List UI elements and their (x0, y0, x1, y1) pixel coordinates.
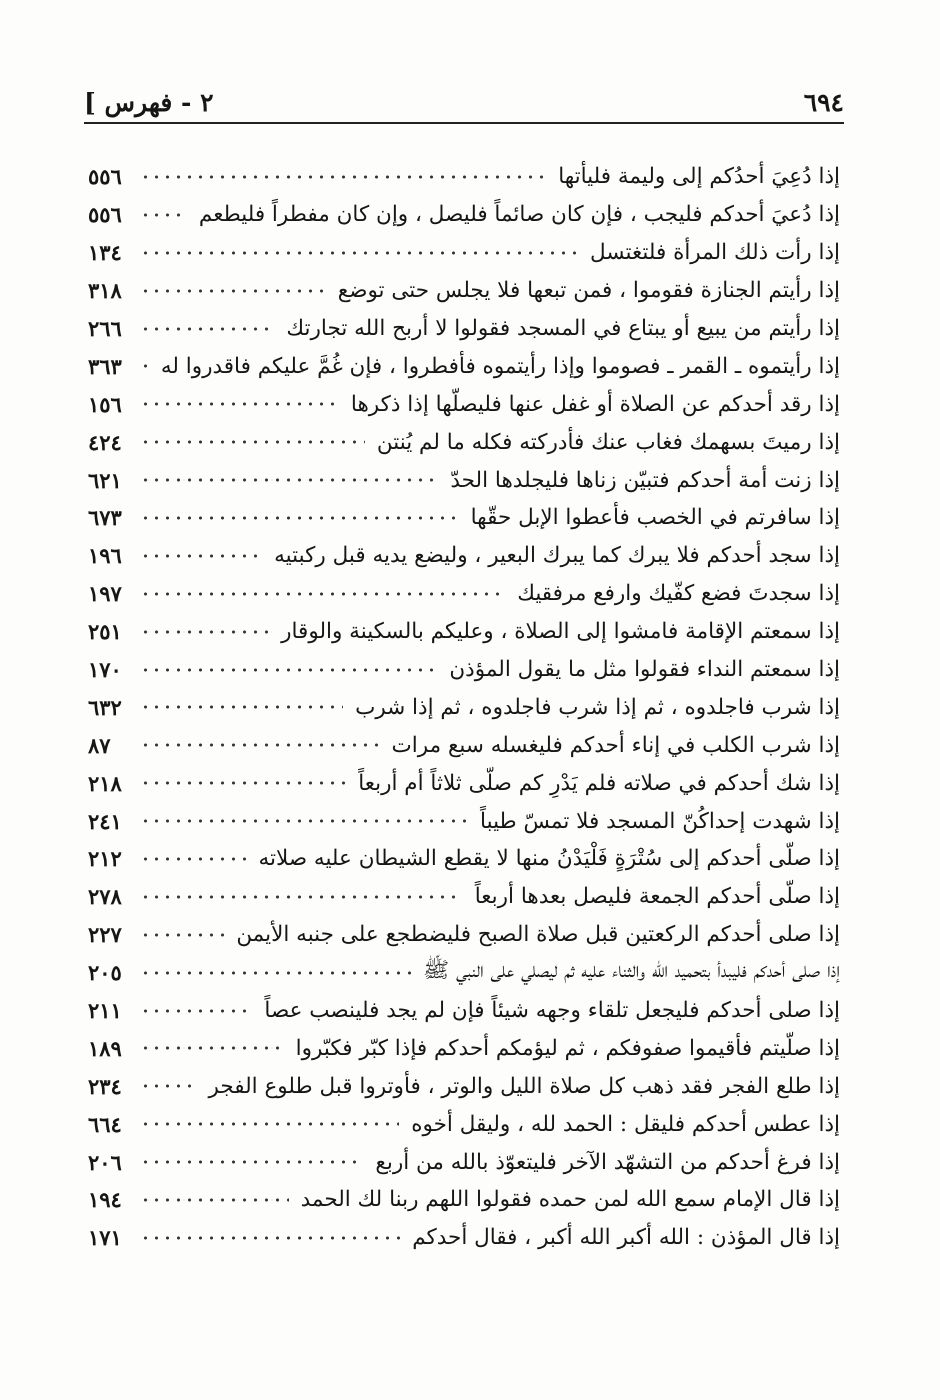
index-entry (88, 954, 840, 992)
dot-leader (140, 969, 411, 977)
section-title: [ ٢ - فهرس (84, 87, 214, 117)
dot-leader (140, 1158, 363, 1166)
dot-leader (140, 931, 224, 939)
entry-text: إذا سمعتم الإقامة فامشوا إلى الصلاة ، وعليكم بالسكينة والوقار (281, 619, 840, 645)
entry-text: إذا رأت ذلك المرأة فلتغتسل (590, 240, 840, 266)
entry-text: إذا شك أحدكم في صلاته فلم يَدْرِ كم صلّى ثلاثاً أم أربعاً (358, 770, 840, 796)
entry-text: إذا رميتَ بسهمك فغاب عنك فأدركته فكله ما لم يُنتن (376, 429, 840, 455)
index-entry (88, 764, 840, 802)
dot-leader (140, 741, 380, 749)
index-entry (88, 1029, 840, 1067)
entry-page-number: ١٩٧ (88, 581, 122, 607)
entry-page-number: ٤٢٤ (88, 429, 122, 455)
index-entry (88, 347, 840, 385)
entry-text: إذا سمعتم النداء فقولوا مثل ما يقول المؤذن (449, 657, 840, 683)
entry-text: إذا شرب فاجلدوه ، ثم إذا شرب فاجلدوه ، ثم إذا شرب (355, 694, 840, 720)
entry-text: إذا رأيتم الجنازة فقوموا ، فمن تبعها فلا يجلس حتى توضع (337, 278, 840, 304)
entry-page-number: ٢٠٥ (88, 960, 122, 986)
index-entry (88, 1219, 840, 1257)
entry-page-number: ٦٣٢ (88, 694, 122, 720)
entry-text: إذا زنت أمة أحدكم فتبيّن زناها فليجلدها الحدّ (450, 467, 840, 493)
index-entry (88, 461, 840, 499)
index-entry (88, 272, 840, 310)
entry-page-number: ٢٣٤ (88, 1073, 122, 1099)
dot-leader (140, 325, 274, 333)
entry-text: إذا فرغ أحدكم من التشهّد الآخر فليتعوّذ بالله من أربع (375, 1149, 840, 1175)
entry-text: إذا دُعِيَ أحدُكم إلى وليمة فليأتها (558, 164, 840, 190)
index-entry (88, 575, 840, 613)
dot-leader (140, 1120, 399, 1128)
dot-leader (140, 779, 346, 787)
index-entry (88, 310, 840, 348)
entry-page-number: ٥٥٦ (88, 202, 122, 228)
entry-page-number: ٣١٨ (88, 278, 122, 304)
dot-leader (140, 400, 339, 408)
index-entry (88, 992, 840, 1030)
index-entry (88, 878, 840, 916)
entry-text: إذا سجد أحدكم فلا يبرك كما يبرك البعير ، وليضع يديه قبل ركبتيه (274, 543, 840, 569)
entry-page-number: ١٨٩ (88, 1035, 122, 1061)
dot-leader (140, 817, 468, 825)
entry-page-number: ١٧١ (88, 1225, 122, 1251)
entry-page-number: ١٣٤ (88, 240, 122, 266)
entry-text: إذا دُعيَ أحدكم فليجب ، فإن كان صائماً فليصل ، وإن كان مفطراً فليطعم (198, 202, 840, 228)
index-entry (88, 726, 840, 764)
entry-page-number: ٨٧ (88, 732, 111, 758)
entry-text: إذا طلع الفجر فقد ذهب كل صلاة الليل والوتر ، فأوتروا قبل طلوع الفجر (208, 1073, 840, 1099)
dot-leader (140, 893, 463, 901)
entry-page-number: ٢١٨ (88, 770, 122, 796)
index-entry (88, 688, 840, 726)
entry-page-number: ١٧٠ (88, 657, 122, 683)
entry-text: إذا صلّى أحدكم الجمعة فليصل بعدها أربعاً (474, 884, 840, 910)
entry-page-number: ٣٦٣ (88, 353, 122, 379)
entry-text: إذا صلى أحدكم الركعتين قبل صلاة الصبح فليضطجع على جنبه الأيمن (236, 922, 840, 948)
dot-leader (140, 173, 546, 181)
entry-text: إذا عطس أحدكم فليقل : الحمد لله ، وليقل أخوه (411, 1111, 840, 1137)
dot-leader (140, 628, 269, 636)
entry-page-number: ٢٤١ (88, 808, 122, 834)
index-entry (88, 1105, 840, 1143)
dot-leader (140, 249, 578, 257)
entry-page-number: ٦٧٣ (88, 505, 122, 531)
dot-leader (140, 1044, 284, 1052)
entry-page-number: ٢٢٧ (88, 922, 122, 948)
dot-leader (140, 211, 187, 219)
index-entry (88, 1143, 840, 1181)
entry-page-number: ٢١٢ (88, 846, 122, 872)
index-entry (88, 916, 840, 954)
dot-leader (140, 855, 246, 863)
index-entry (88, 385, 840, 423)
entry-page-number: ٢١١ (88, 998, 122, 1024)
index-entries (88, 158, 840, 1257)
entry-text: إذا رأيتموه ـ القمر ـ فصوموا وإذا رأيتموه فأفطروا ، فإن غُمَّ عليكم فاقدروا له (160, 353, 840, 379)
entry-page-number: ٢٥١ (88, 619, 122, 645)
entry-text: إذا قال المؤذن : الله أكبر الله أكبر ، فقال أحدكم (412, 1225, 840, 1251)
entry-text: إذا رقد أحدكم عن الصلاة أو غفل عنها فليصلّها إذا ذكرها (350, 391, 840, 417)
index-entry (88, 196, 840, 234)
entry-page-number: ٥٥٦ (88, 164, 122, 190)
index-entry (88, 651, 840, 689)
page-number: ٦٩٤ (803, 87, 844, 117)
page-header (84, 82, 844, 124)
index-entry (88, 1181, 840, 1219)
entry-text: إذا صلى أحدكم فليجعل تلقاء وجهه شيئاً فإن لم يجد فلينصب عصاً (264, 998, 840, 1024)
index-entry (88, 423, 840, 461)
entry-page-number: ٦٦٤ (88, 1111, 122, 1137)
entry-text: إذا رأيتم من يبيع أو يبتاع في المسجد فقولوا لا أربح الله تجارتك (286, 316, 840, 341)
dot-leader (140, 552, 262, 560)
index-entry (88, 234, 840, 272)
dot-leader (140, 362, 149, 370)
index-entry (88, 537, 840, 575)
entry-text: إذا سافرتم في الخصب فأعطوا الإبل حقّها (470, 505, 840, 531)
index-entry (88, 802, 840, 840)
dot-leader (140, 1082, 197, 1090)
dot-leader (140, 476, 438, 484)
entry-text: إذا سجدتَ فضع كفّيك وارفع مرفقيك (517, 581, 840, 607)
dot-leader (140, 438, 365, 446)
entry-page-number: ١٥٦ (88, 391, 122, 417)
entry-text: إذا قال الإمام سمع الله لمن حمده فقولوا اللهم ربنا لك الحمد (300, 1187, 840, 1213)
index-entry (88, 613, 840, 651)
index-entry (88, 499, 840, 537)
dot-leader (140, 1234, 400, 1242)
entry-page-number: ٦٢١ (88, 467, 122, 493)
entry-page-number: ٢٦٦ (88, 316, 122, 341)
dot-leader (140, 1196, 289, 1204)
entry-text: إذا شهدت إحداكُنّ المسجد فلا تمسّ طيباً (480, 808, 840, 834)
entry-text: إذا شرب الكلب في إناء أحدكم فليغسله سبع مرات (391, 732, 840, 758)
entry-text: إذا صلى أحدكم فليبدأ بتحميد الله والثناء عليه ثم ليصلي على النبي ﷺ (423, 958, 840, 984)
dot-leader (140, 287, 326, 295)
entry-text: إذا صلّيتم فأقيموا صفوفكم ، ثم ليؤمكم أحدكم فإذا كبّر فكبّروا (295, 1035, 840, 1061)
index-entry (88, 1067, 840, 1105)
entry-page-number: ١٩٦ (88, 543, 122, 569)
entry-text: إذا صلّى أحدكم إلى سُتْرَةٍ فَلْيَدْنُ منها لا يقطع الشيطان عليه صلاته (258, 846, 840, 872)
dot-leader (140, 514, 459, 522)
index-entry (88, 158, 840, 196)
dot-leader (140, 703, 343, 711)
dot-leader (140, 666, 437, 674)
dot-leader (140, 1007, 252, 1015)
dot-leader (140, 590, 505, 598)
entry-page-number: ٢٧٨ (88, 884, 122, 910)
entry-page-number: ٢٠٦ (88, 1149, 122, 1175)
entry-page-number: ١٩٤ (88, 1187, 122, 1213)
index-entry (88, 840, 840, 878)
